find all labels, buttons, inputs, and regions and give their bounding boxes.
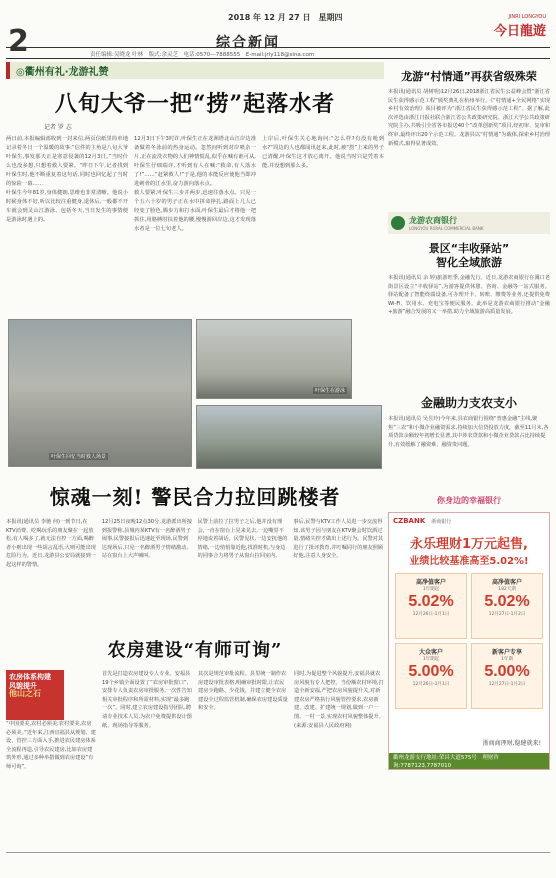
issue-date: 2018 年 12 月 27 日 星期四 [228,13,343,22]
article1-col1 [6,135,128,315]
photo-elder-riverside [8,319,192,467]
paragraph: 叶保生今年81岁,身体健朗,思维也非常清晰。他说小时候身体不好,听以比较注重健身,退休后,一般都不开车就会到灵山江游泳、包括冬天,当日发生的事情便是游泳时遇上的。 [6,190,128,223]
right-article1-body: 本报讯(通讯员 胡树明)12月26日,2018浙江省民生公益峰会暨“浙江省民生获得感示范工程”颁奖典礼在杭州举行。《“村情通+全民网格”实现乡村有效治理》项目被评为“浙江省民生获得感示范工程”。据了解,此次评选由浙江日报社联合浙江省公共政策研究院、浙江大学公共政策研究院主办,共吸引全省各市报送40个“改革创新奖”项目,经初审、复审和终审,最终评出20个示范工程。龙游县以“村情通”为载体,探索乡村治理新模式,取得显著成效。 [388,89,550,147]
paragraph: 12月3日下午3时许,叶保生正在龙洲塔北山江岸边准备做着冬泳前的热身运动。忽然间听到对岸喷杂一片,正在流洗衣物的人们神情慌乱,似乎在喊有谁可从,叶保生仔细端详,才听到有人在喊:“救命,有人落水了!”……“赶紧救人!”于是,他的本能反应使他当即冲进刺骨的江水里,奋力游向落水点。 [134,136,256,187]
card-head: 高净值客户 [415,579,446,586]
card-head: 大众客户 [418,649,443,656]
ad-footer: 衢州龙游支行地址:荣昌大道575号 理财咨询:7787123,7787010 [389,753,549,769]
right-article1-headline: 龙游“村情通”再获省级殊荣 [401,70,537,83]
paragraph: “中国要美,农村必须美;农村要美,农房必须美。”近年来,江西宜福县从规划、建设、管控三方面入手,推进农民建房体系全流程再造,引导农民建房,比如农房建筑外形,通过多种举措做到农房建设“有师可询”。 [6,721,96,770]
promo-line: 风貌提升 [9,681,37,690]
headline-line: 智化全域旅游 [436,256,502,269]
card-rate: 5.00% [484,663,530,680]
promo-highlight: 他山之石 [9,689,41,699]
card-date: 12月26日-1月1日 [412,682,450,687]
ad-slogan: 浙商商理财,稳健就来! [482,740,541,747]
card-term: 1年期起 [422,657,440,662]
paragraph: 首先是打造农房建设专人专业。安福县19个乡镇全面设置了“农房审批窗口”,安排专人负责农房审批服务,一次性告知相关审批程序和所需材料,实现“最多跑一次”。同时,建立农房建设指导团队,聘请专业技术人员,为农户免费提供设计图纸、现场指导等服务。 [102,671,192,729]
rate-card [395,573,467,639]
article2-headline: 惊魂一刻! 警民合力拉回跳楼者 [49,485,341,509]
article3-col1 [6,670,96,870]
card-date: 12月26日-1月1日 [412,612,450,617]
article1-photos [6,319,384,471]
photo-river-scene [196,319,352,399]
article1-headline: 八旬大爷一把“捞”起落水者 [54,91,336,117]
editor-meta: 责任编辑:吴晓龙 叶林 版式:余灵芝 电话:0570—7888555 E-mail:jrly118@sina.com [90,52,315,58]
left-column [6,62,384,870]
photo-caption: 叶保生回忆当时救人场景 [51,454,107,460]
rate-card [395,643,467,709]
ad-title-prefix: 业绩比较基准高至 [409,556,490,567]
ad-title-line2 [389,552,549,567]
article1-byline: 记者 罗 志 [44,124,72,131]
article3-body [6,670,384,870]
article2-col3 [198,518,289,626]
card-head: 新客户专享 [491,649,522,656]
paragraph: 救人要紧,叶保生三步并两步,迅速往落水点。只见一个五六十岁的男子正在水中拼命挣扎,路面上几人已经变了脸色,腾步力和打水面,叶保生最后才将他一把抓住,用胳膊肘扶着他的腰,慢慢游回岸边,这才发现落水者是一位七旬老人。 [134,190,256,232]
article2-body [6,518,384,626]
card-date: 12月27日-1月2日 [488,612,526,617]
paragraph: 上岸后,叶保生关心地询问:“怎么样?有没有呛到水?”周边的人也都闻讯赶来,此时,被“捞”上来的男子已清醒,叶保生这才放心离开。他说当时只是凭着本能,并没想到那么多。 [262,136,384,169]
paragraph: 同时,为促进整个风貌提升,安福县就农房风貌有专人把控。当份额农村环境,打造全新安福,严把农房风貌提升关,对新建农房严格执行风貌管控要求,农房新建、改建、扩建统一规划,做到一户一图、一村一景,实现农村风貌整体提升。(来源:安福县人民政府网) [294,671,384,729]
masthead-logo [472,14,546,39]
bank-advertisement [388,512,550,770]
bank-name: 龙游农商银行 [409,216,457,225]
header-rule [6,47,550,48]
logo-pinyin: JINRI LONGYOU [508,14,546,20]
article3-col4 [294,670,384,870]
promo-line: 农房体系构建 [9,673,51,681]
article1-body [6,135,384,315]
page-footer-rule [6,852,550,853]
rate-card [471,643,543,709]
ad-header [389,513,549,529]
ad-title-line1: 永乐理财1万元起售, [410,537,528,552]
paragraph: 其次是规范审批流程。县里统一制作农房建设审批表格,明确审批时限,让农民建房少跑路、少花钱。并建立健全农房建设全过程监管机制,确保农房建设质量和安全。 [198,671,288,712]
bank-name-en: LONGYOU RURAL COMMERCIAL BANK [409,226,484,231]
paragraph: 两日前,本报编辑部收到一封来信,两页信纸里简单地记录着冬日一个温暖的故事:“信件的主角是八旬大爷叶保生,事发那天正是寒意侵袭的12月3日。”当时什么也没多想,只想着救人要紧。“昨日下午,记者找到叶保生时,他不断重复着这句话,同时也回忆起了当时的惊险一幕…… [6,136,128,187]
promo-box [6,670,64,720]
ad-title [389,533,549,567]
logo-chinese: 今日龍遊 [493,24,546,39]
right-article2-headline [388,242,550,270]
header-rule-thin [6,58,550,59]
page-number: 2 [8,24,29,59]
card-rate: 5.02% [484,593,530,610]
card-term: 182天期 [498,587,516,592]
card-term: 1年期 [501,657,513,662]
ad-bank-cn: 浙商银行 [431,518,452,525]
section-title: 综合新闻 [216,35,280,51]
paragraph: 事后,民警与KTV工作人员进一步交流得知,该男子因与朋友在KTV聚会时饮酒过量,情绪失控才做出上述行为。民警对其进行了批评教育,并叮嘱同行的朋友照顾好他,注意人身安全。 [293,519,384,560]
column-tag [6,62,384,79]
ad-bank-en: CZBANK [393,517,426,525]
bank-slogan: 你身边的幸福银行 [437,496,501,505]
column-tag-label: ◎衢州有礼·龙游礼赞 [16,67,109,78]
headline-line: 景区“丰收驿站” [428,242,510,255]
article3-col2 [102,670,192,870]
paragraph: 本报讯(通讯员 李驰 何)一到节日,在KTV消费、吃喝玩乐的朋友聚在一起放松,有人喝多了,就无法自控一方面,喝醉者小则出现一些胡言乱语,大则可能出现危险行为。近日,龙游县公安局就接到一起这样的警情。 [6,519,96,568]
rate-cards [389,567,549,715]
bank-logo-icon [391,216,405,230]
card-rate: 5.00% [408,663,454,680]
article3-headline: 农房建设“有师可询” [107,640,283,661]
card-date: 12月27日-1月2日 [488,682,526,687]
article2-col1 [6,518,97,626]
photo-river-swimming [196,405,382,469]
photo-caption: 叶保生在游泳 [314,388,345,394]
article1-col3 [262,135,384,315]
card-rate: 5.02% [408,593,454,610]
bank-brand [388,212,550,234]
card-head: 高净值客户 [491,579,522,586]
rate-card [471,573,543,639]
ad-title-rate: 5.02%! [489,556,529,567]
paragraph: 民警上前拉了拉男子之后,他并没有理会,一直在窗台上晃来晃去,一边嘴里不停地说着胡话。民警见状,一边安抚他的情绪,一边悄悄靠近他,找准时机,与身边的同事合力将男子从窗台拉回室内。 [197,519,288,560]
right-article3-body: 本报讯(通讯员 吴昱玲)今年来,县农商银行围绕“普惠金融”主线,聚焦“三农”和小微企业融资需求,持续加大信贷投放力度。截至11月末,各项贷款余额较年初增长显著,其中涉农贷款和小微企业贷款占比持续提升,有效缓解了融资难、融资贵问题。 [388,416,549,448]
card-term: 1年期起 [422,587,440,592]
article2-col2 [102,518,193,626]
article2-col4 [293,518,384,626]
paragraph: 12月25日夜晚12点30分,龙游派出所接到报警称,县城内某KTV有一名醉酒男子闹事,民警接报后迅速赶至现场,民警到达现场后,只见一名醉酒男子情绪激动,站在窗台上大声喊叫。 [101,519,193,560]
article3-col3 [198,670,288,870]
article1-col2 [134,135,256,315]
right-column [388,62,550,770]
right-article3-headline: 金融助力支农支小 [420,396,517,410]
right-article2-body: 本报讯(通讯员 余 婷)旅游旺季,金融先行。近日,龙游农商银行在溪口老街景区设立“丰收驿站”,为游客提供休憩、咨询、金融等一站式服务。驿站配备了智能终端设备,可办理开卡、转账、缴费等业务,还提供免费Wi-Fi、饮用水、充电宝等便民服务。此举是龙游农商银行推动“金融+旅游”融合发展的又一举措,助力全域旅游高质量发展。 [388,275,550,316]
